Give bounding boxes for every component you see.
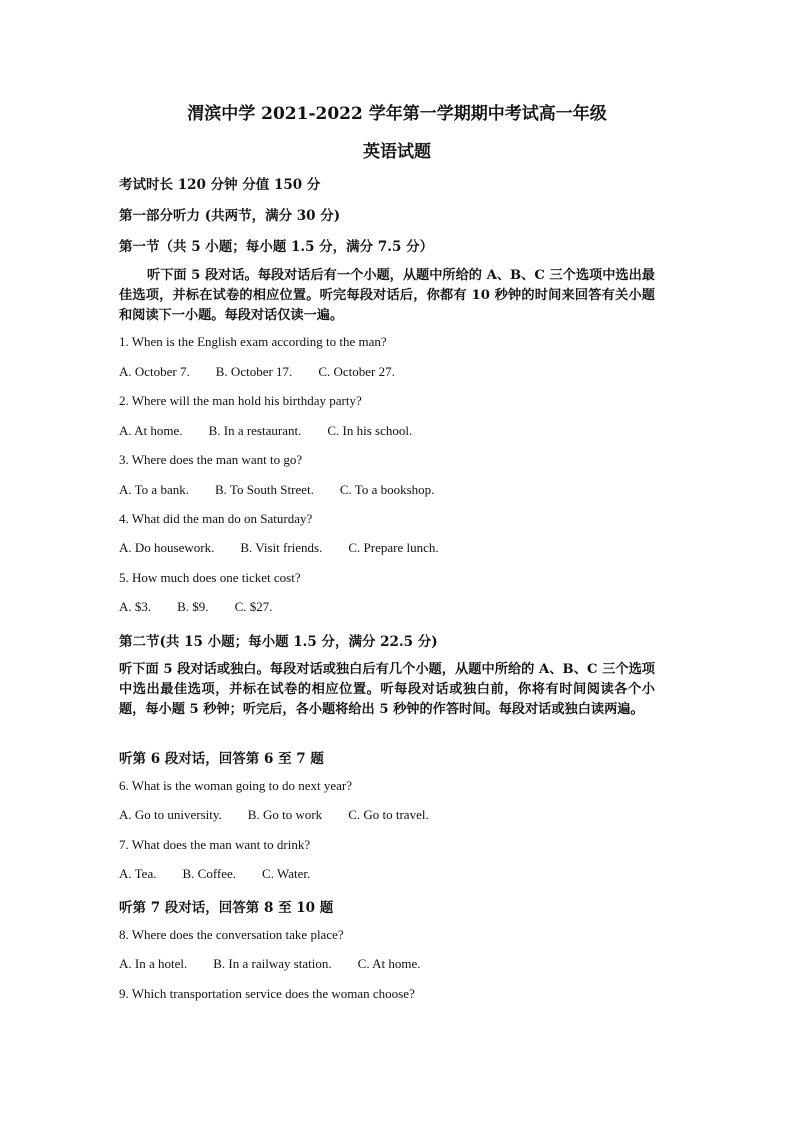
dialogue-7-heading: 听第 7 段对话，回答第 8 至 10 题 (119, 900, 334, 916)
question-1: 1. When is the English exam according to the man? (119, 334, 387, 349)
option-c: C. Prepare lunch. (348, 540, 439, 555)
part1-heading: 第一部分听力 (共两节，满分 30 分) (119, 208, 341, 224)
question-4: 4. What did the man do on Saturday? (119, 511, 313, 526)
option-b: B. Go to work (247, 807, 323, 822)
option-b: B. $9. (177, 599, 209, 614)
section1-instructions: 听下面 5 段对话。每段对话后有一个小题，从题中所给的 A、B、C 三个选项中选出最佳选项，并标在试卷的相应位置。听完每段对话后，你都有 10 秒钟的时间来回答有关小题和阅读下一小题。每段对话仅读一遍。 (119, 268, 655, 323)
option-a: A. In a hotel. (119, 956, 188, 971)
question-2-options (119, 423, 438, 439)
question-5: 5. How much does one ticket cost? (119, 570, 301, 585)
exam-info: 考试时长 120 分钟 分值 150 分 (119, 177, 321, 193)
option-b: B. In a railway station. (213, 956, 332, 971)
section2-instructions: 听下面 5 段对话或独白。每段对话或独白后有几个小题，从题中所给的 A、B、C 三个选项中选出最佳选项，并标在试卷的相应位置。听每段对话或独白前，你将有时间阅读各个小题，每小题 5 秒钟；听完后，各小题将给出 5 秒钟的作答时间。每段对话或独白读两遍。 (119, 662, 655, 717)
option-a: A. $3. (119, 599, 152, 614)
option-c: C. Go to travel. (348, 807, 429, 822)
option-b: B. October 17. (215, 364, 293, 379)
question-6-options (119, 807, 455, 823)
question-1-options (119, 364, 421, 380)
option-a: A. Do housework. (119, 540, 215, 555)
question-3: 3. Where does the man want to go? (119, 452, 303, 467)
question-5-options (119, 599, 298, 615)
option-b: B. In a restaurant. (208, 423, 302, 438)
question-4-options (119, 540, 465, 556)
option-a: A. At home. (119, 423, 183, 438)
option-c: C. At home. (357, 956, 421, 971)
section1-heading: 第一节（共 5 小题；每小题 1.5 分，满分 7.5 分） (119, 239, 434, 255)
option-c: C. October 27. (318, 364, 395, 379)
question-6: 6. What is the woman going to do next year? (119, 778, 352, 793)
question-8-options (119, 956, 447, 972)
option-c: C. $27. (234, 599, 273, 614)
option-b: B. Visit friends. (240, 540, 323, 555)
question-7-options (119, 866, 336, 882)
question-8: 8. Where does the conversation take place? (119, 927, 344, 942)
option-a: A. October 7. (119, 364, 190, 379)
dialogue-6-heading: 听第 6 段对话，回答第 6 至 7 题 (119, 751, 324, 767)
option-c: C. Water. (262, 866, 311, 881)
exam-title: 渭滨中学 2021-2022 学年第一学期期中考试高一年级 (187, 104, 607, 124)
question-2: 2. Where will the man hold his birthday party? (119, 393, 362, 408)
question-7: 7. What does the man want to drink? (119, 837, 311, 852)
option-a: A. Go to university. (119, 807, 222, 822)
option-b: B. Coffee. (182, 866, 237, 881)
option-a: A. To a bank. (119, 482, 189, 497)
exam-subtitle: 英语试题 (363, 142, 431, 162)
option-c: C. In his school. (327, 423, 413, 438)
option-c: C. To a bookshop. (339, 482, 435, 497)
option-a: A. Tea. (119, 866, 157, 881)
option-b: B. To South Street. (214, 482, 314, 497)
question-3-options (119, 482, 460, 498)
question-9: 9. Which transportation service does the woman choose? (119, 986, 415, 1001)
section2-heading: 第二节(共 15 小题；每小题 1.5 分，满分 22.5 分) (119, 634, 438, 650)
